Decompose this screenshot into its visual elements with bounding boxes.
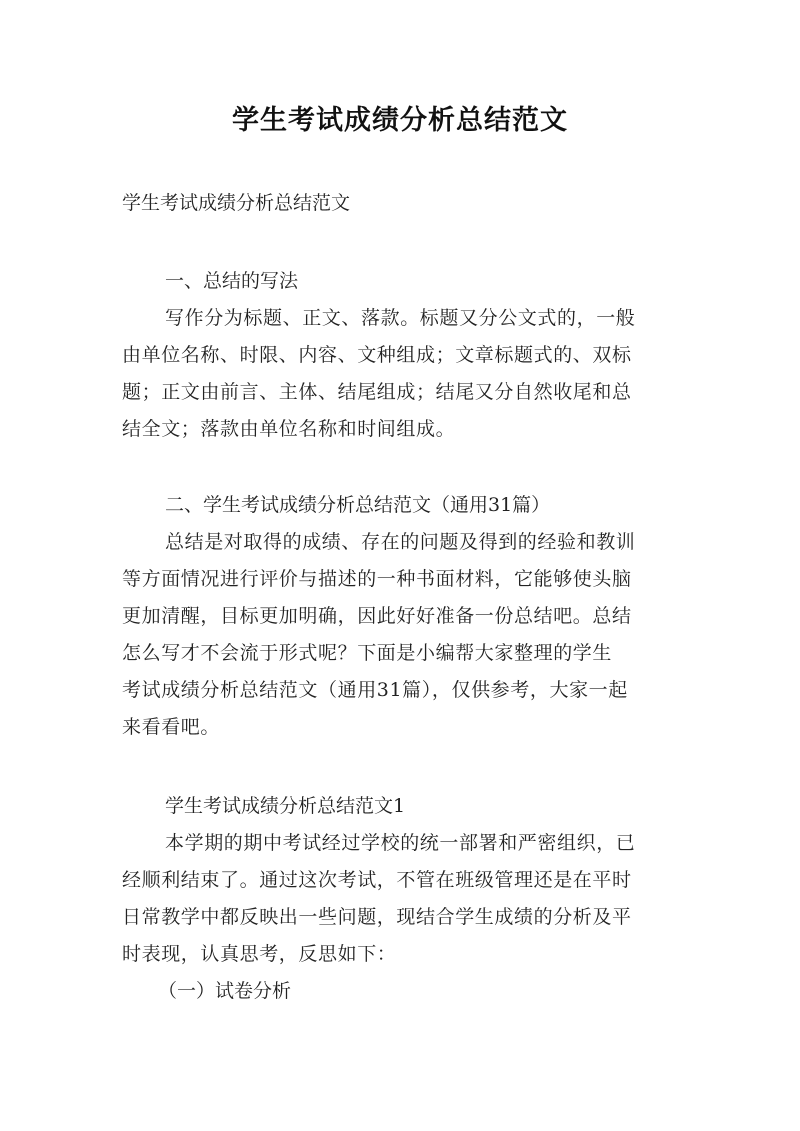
paragraph-line: 等方面情况进行评价与描述的一种书面材料，它能够使头脑 (122, 568, 632, 590)
paragraph-line: 由单位名称、时限、内容、文种组成；文章标题式的、双标 (122, 344, 632, 366)
paragraph-line: 总结是对取得的成绩、存在的问题及得到的经验和教训 (165, 531, 636, 553)
paragraph-line: 结全文；落款由单位名称和时间组成。 (122, 418, 456, 440)
section-heading-summary-samples: 二、学生考试成绩分析总结范文（通用31篇） (165, 494, 551, 516)
paragraph-line: 怎么写才不会流于形式呢？下面是小编帮大家整理的学生 (122, 642, 613, 664)
paragraph-line: 更加清醒，目标更加明确，因此好好准备一份总结吧。总结 (122, 605, 632, 627)
paragraph-line: 写作分为标题、正文、落款。标题又分公文式的，一般 (165, 307, 636, 329)
paragraph-line: 本学期的期中考试经过学校的统一部署和严密组织，已 (165, 832, 636, 854)
paragraph-line: 题；正文由前言、主体、结尾组成；结尾又分自然收尾和总 (122, 381, 632, 403)
paragraph-line: 时表现，认真思考，反思如下： (122, 943, 397, 965)
section-heading-sample-1: 学生考试成绩分析总结范文1 (165, 795, 406, 817)
paragraph-line: 来看看吧。 (122, 716, 221, 738)
paragraph-line: 考试成绩分析总结范文（通用31篇），仅供参考，大家一起 (122, 679, 628, 701)
document-subtitle: 学生考试成绩分析总结范文 (122, 192, 351, 214)
subsection-heading-paper-analysis: （一）试卷分析 (158, 980, 292, 1002)
section-heading-writing-method: 一、总结的写法 (165, 270, 299, 292)
paragraph-line: 经顺利结束了。通过这次考试，不管在班级管理还是在平时 (122, 869, 632, 891)
paragraph-line: 日常教学中都反映出一些问题，现结合学生成绩的分析及平 (122, 906, 632, 928)
document-title: 学生考试成绩分析总结范文 (232, 105, 568, 136)
